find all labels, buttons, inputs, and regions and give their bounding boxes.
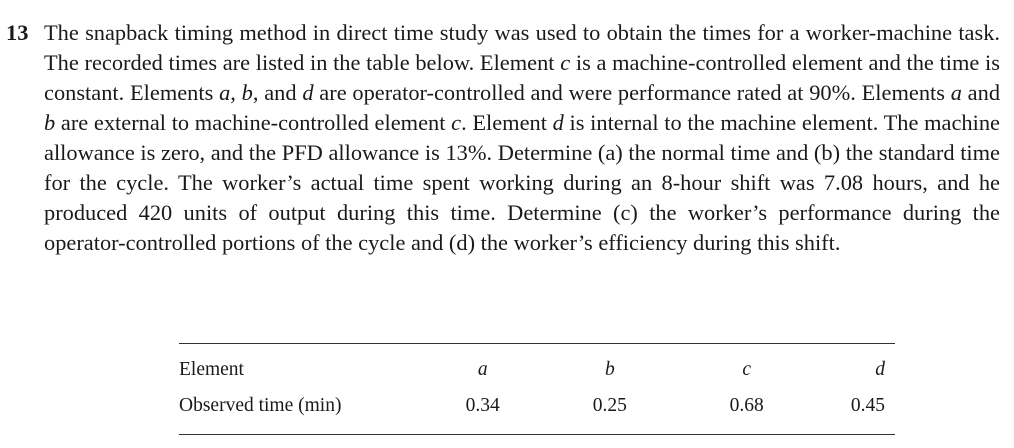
problem-number: 13	[6, 20, 29, 45]
problem-text-segment: is internal to the machine element. The machine allowance is zero, and the PFD allowance is 13%. Determine (a) the normal time and (b) the standard time for the cycle. The worker’s actual time spent working during an 8-hour shift was 7.08 hours, and he produced 420 units of output during this time. Determine (c) the worker’s performance during the operator-controlled portions of the cycle and (d) the worker’s efficiency during this shift.	[44, 110, 1000, 255]
table-row	[179, 388, 895, 435]
problem-text-segment: and	[961, 80, 1001, 105]
time-c-cell: 0.68	[729, 395, 764, 416]
problem-text-italic: c	[560, 50, 571, 75]
problem-text-italic: b	[44, 110, 56, 135]
time-study-table-container	[179, 343, 895, 435]
problem-text-italic: a	[219, 80, 231, 105]
time-a-cell: 0.34	[465, 395, 500, 416]
problem-text-segment: The snapback timing method in direct time study was used to obtain the times for a worker-machine task. The recorded times are listed in the table below. Element	[44, 20, 1000, 75]
header-label-cell: Element	[179, 359, 244, 380]
element-c-header: c	[742, 359, 752, 380]
problem-text-segment: are operator-controlled and were performance rated at 90%. Elements	[313, 80, 951, 105]
problem-text-italic: c	[451, 110, 462, 135]
element-b-header: b	[604, 359, 615, 380]
problem-text-segment: , and	[252, 80, 303, 105]
row-label-cell: Observed time (min)	[179, 395, 342, 416]
problem-text-segment: is a machine-controlled element and the time is constant. Elements	[44, 50, 1000, 105]
element-a-header: a	[477, 359, 488, 380]
table-header-row	[179, 344, 895, 389]
problem-text-italic: d	[552, 110, 564, 135]
element-d-header: d	[875, 359, 885, 380]
problem-text-italic: b	[241, 80, 253, 105]
problem-text-italic: d	[302, 80, 314, 105]
problem-text-segment: . Element	[461, 110, 553, 135]
time-d-cell: 0.45	[850, 395, 885, 416]
time-b-cell: 0.25	[592, 395, 627, 416]
problem-statement	[44, 18, 1000, 258]
problem-text-segment: ,	[230, 80, 242, 105]
problem-text-segment: are external to machine-controlled element	[55, 110, 452, 135]
problem-text-italic: a	[950, 80, 962, 105]
time-study-table	[179, 343, 895, 435]
problem-block	[0, 18, 1000, 258]
